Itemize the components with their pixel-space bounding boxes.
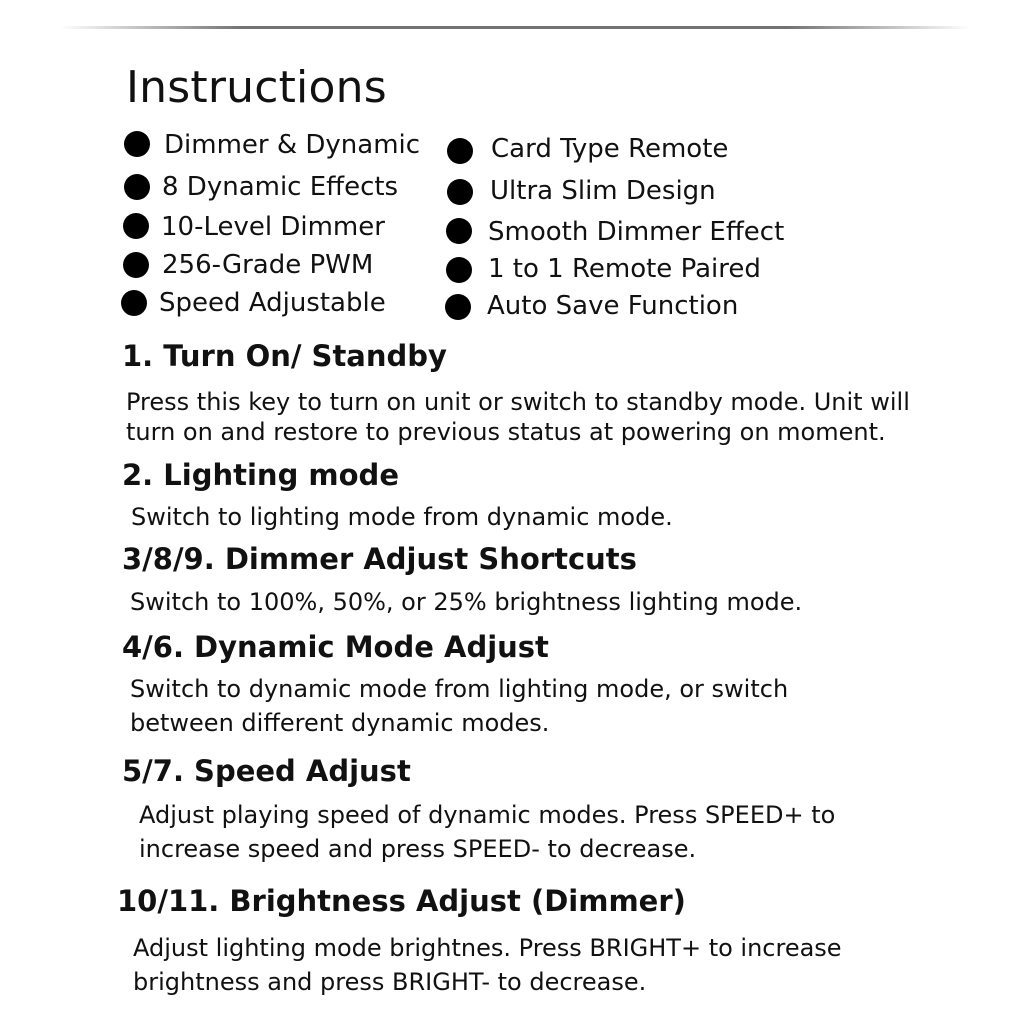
section-line: increase speed and press SPEED- to decrease.	[139, 835, 697, 863]
bullet-icon	[123, 252, 149, 278]
section-heading: 10/11. Brightness Adjust (Dimmer)	[117, 884, 686, 918]
section-text	[133, 931, 842, 999]
feature-item: Speed Adjustable	[159, 288, 386, 318]
bullet-icon	[124, 131, 150, 157]
feature-item: Auto Save Function	[487, 291, 739, 321]
section-line: Adjust playing speed of dynamic modes. Press SPEED+ to	[139, 801, 836, 829]
section-heading: 5/7. Speed Adjust	[122, 754, 411, 788]
section-line: Switch to dynamic mode from lighting mode, or switch	[130, 675, 789, 703]
feature-item: Smooth Dimmer Effect	[488, 217, 785, 247]
bullet-icon	[447, 179, 473, 205]
section-line: Adjust lighting mode brightnes. Press BRIGHT+ to increase	[133, 934, 842, 962]
feature-item: Card Type Remote	[491, 134, 729, 164]
section-heading: 3/8/9. Dimmer Adjust Shortcuts	[122, 542, 637, 576]
section-heading: 2. Lighting mode	[122, 458, 399, 492]
bullet-icon	[447, 138, 473, 164]
page-title: Instructions	[126, 62, 387, 113]
section-text	[130, 672, 788, 740]
section-heading: 1. Turn On/ Standby	[122, 339, 447, 373]
section-line: between different dynamic modes.	[130, 709, 550, 737]
section-heading: 4/6. Dynamic Mode Adjust	[122, 630, 549, 664]
section-line: Press this key to turn on unit or switch to standby mode. Unit will	[126, 388, 910, 416]
feature-item: 256-Grade PWM	[162, 250, 374, 280]
section-line: brightness and press BRIGHT- to decrease.	[133, 968, 647, 996]
feature-item: 10-Level Dimmer	[161, 212, 385, 242]
feature-item: 1 to 1 Remote Paired	[488, 254, 761, 284]
bullet-icon	[445, 294, 471, 320]
section-line: Switch to lighting mode from dynamic mode.	[131, 503, 673, 531]
bullet-icon	[446, 218, 472, 244]
section-text	[131, 500, 673, 534]
bullet-icon	[446, 257, 472, 283]
bullet-icon	[121, 290, 147, 316]
bullet-icon	[123, 213, 149, 239]
top-divider	[60, 26, 970, 29]
feature-item: Dimmer & Dynamic	[164, 130, 421, 160]
section-text	[139, 798, 835, 866]
bullet-icon	[124, 174, 150, 200]
feature-item: 8 Dynamic Effects	[162, 172, 399, 202]
feature-item: Ultra Slim Design	[490, 176, 716, 206]
section-text	[130, 585, 802, 619]
section-line: Switch to 100%, 50%, or 25% brightness lighting mode.	[130, 588, 803, 616]
section-text	[126, 385, 910, 449]
section-line: turn on and restore to previous status at powering on moment.	[126, 418, 886, 446]
